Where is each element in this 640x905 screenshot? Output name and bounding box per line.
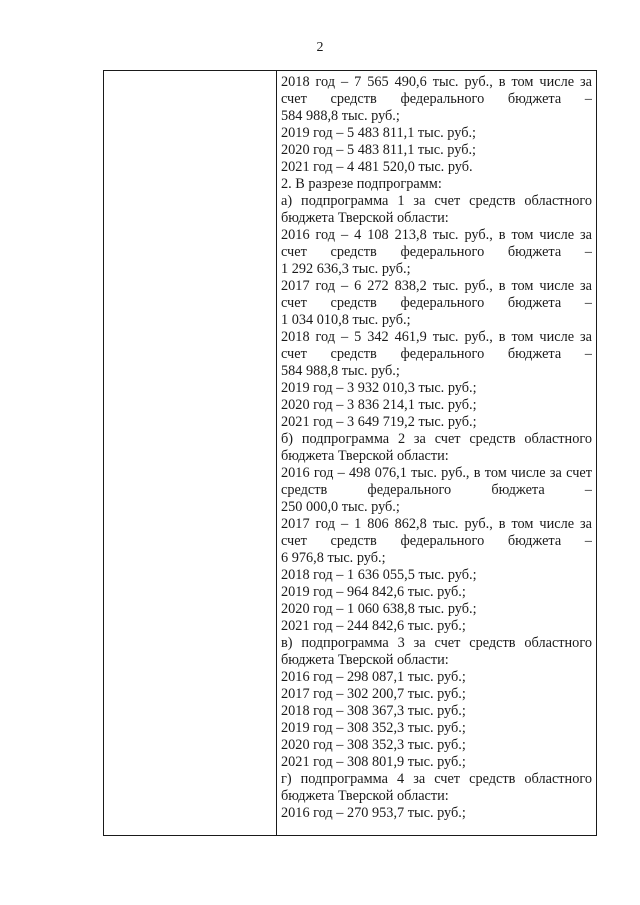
- text-line: 2021 год – 244 842,6 тыс. руб.;: [281, 618, 466, 634]
- text-line: бюджета Тверской области:: [281, 448, 449, 464]
- text-line: счет средств федерального бюджета –: [281, 533, 592, 549]
- text-line: 2016 год – 298 087,1 тыс. руб.;: [281, 669, 466, 685]
- table-row: [104, 71, 597, 836]
- text-line: 2019 год – 964 842,6 тыс. руб.;: [281, 584, 466, 600]
- text-line: счет средств федерального бюджета –: [281, 91, 592, 107]
- text-line: 2018 год – 308 367,3 тыс. руб.;: [281, 703, 466, 719]
- text-line: 584 988,8 тыс. руб.;: [281, 108, 400, 124]
- text-line: 2021 год – 4 481 520,0 тыс. руб.: [281, 159, 473, 175]
- text-line: в) подпрограмма 3 за счет средств областного: [281, 635, 592, 651]
- text-line: б) подпрограмма 2 за счет средств областного: [281, 431, 592, 447]
- text-line: 1 292 636,3 тыс. руб.;: [281, 261, 411, 277]
- text-line: 2020 год – 5 483 811,1 тыс. руб.;: [281, 142, 477, 158]
- funding-text-block: [281, 74, 592, 822]
- text-line: 2018 год – 1 636 055,5 тыс. руб.;: [281, 567, 477, 583]
- text-line: 1 034 010,8 тыс. руб.;: [281, 312, 411, 328]
- text-line: 2017 год – 302 200,7 тыс. руб.;: [281, 686, 466, 702]
- text-line: 2017 год – 1 806 862,8 тыс. руб., в том числе за: [281, 516, 592, 532]
- text-line: г) подпрограмма 4 за счет средств областного: [281, 771, 592, 787]
- right-column-cell: [277, 71, 597, 836]
- text-line: 2016 год – 4 108 213,8 тыс. руб., в том числе за: [281, 227, 592, 243]
- text-line: 2021 год – 3 649 719,2 тыс. руб.;: [281, 414, 477, 430]
- text-line: 6 976,8 тыс. руб.;: [281, 550, 386, 566]
- text-line: 2018 год – 5 342 461,9 тыс. руб., в том числе за: [281, 329, 592, 345]
- text-line: счет средств федерального бюджета –: [281, 346, 592, 362]
- text-line: 2020 год – 1 060 638,8 тыс. руб.;: [281, 601, 477, 617]
- text-line: 2020 год – 3 836 214,1 тыс. руб.;: [281, 397, 477, 413]
- text-line: счет средств федерального бюджета –: [281, 244, 592, 260]
- left-column-cell: [104, 71, 277, 836]
- text-line: 250 000,0 тыс. руб.;: [281, 499, 400, 515]
- text-line: 2018 год – 7 565 490,6 тыс. руб., в том числе за: [281, 74, 592, 90]
- text-line: средств федерального бюджета –: [281, 482, 592, 498]
- text-line: бюджета Тверской области:: [281, 210, 449, 226]
- text-line: 584 988,8 тыс. руб.;: [281, 363, 400, 379]
- text-line: бюджета Тверской области:: [281, 652, 449, 668]
- text-line: 2017 год – 6 272 838,2 тыс. руб., в том числе за: [281, 278, 592, 294]
- text-line: 2019 год – 3 932 010,3 тыс. руб.;: [281, 380, 477, 396]
- text-line: 2020 год – 308 352,3 тыс. руб.;: [281, 737, 466, 753]
- text-line: 2016 год – 270 953,7 тыс. руб.;: [281, 805, 466, 821]
- text-line: 2019 год – 308 352,3 тыс. руб.;: [281, 720, 466, 736]
- text-line: 2019 год – 5 483 811,1 тыс. руб.;: [281, 125, 477, 141]
- funding-table: [103, 70, 597, 836]
- text-line: 2016 год – 498 076,1 тыс. руб., в том числе за счет: [281, 465, 592, 481]
- text-line: счет средств федерального бюджета –: [281, 295, 592, 311]
- text-line: а) подпрограмма 1 за счет средств областного: [281, 193, 592, 209]
- text-line: бюджета Тверской области:: [281, 788, 449, 804]
- text-line: 2021 год – 308 801,9 тыс. руб.;: [281, 754, 466, 770]
- page-number: 2: [316, 40, 324, 55]
- text-line: 2. В разрезе подпрограмм:: [281, 176, 442, 192]
